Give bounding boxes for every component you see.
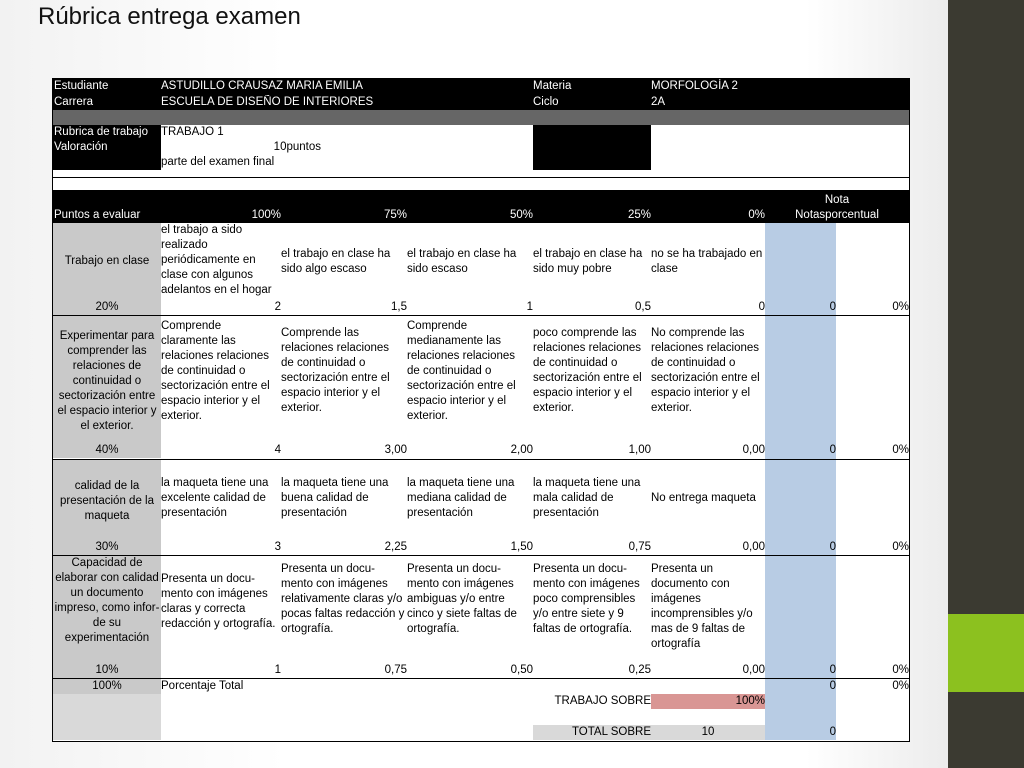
criterion-1-nota: 0 <box>829 301 836 313</box>
criterion-3-score-0: 0,00 <box>742 541 765 553</box>
criterion-4-score-75: 0,75 <box>384 664 407 676</box>
criterion-2-pct: 0% <box>892 444 909 456</box>
criterion-4-pct: 0% <box>892 664 909 676</box>
total-sobre-label: TOTAL SOBRE <box>533 725 651 740</box>
col-puntos: Puntos a evaluar <box>54 209 141 221</box>
trabajo-sobre-value: 100% <box>651 694 765 709</box>
slide-title: Rúbrica entrega examen <box>38 3 301 30</box>
criterion-2-weight: 40% <box>53 443 161 458</box>
criterion-1-desc-0: no se ha trabajado en clase <box>651 247 763 275</box>
criterion-1-score-0: 0 <box>758 301 765 313</box>
total-weight: 100% <box>53 679 161 694</box>
criterion-4-nota: 0 <box>829 664 836 676</box>
rubrica-value: TRABAJO 1 <box>161 126 224 138</box>
col-50: 50% <box>509 209 533 221</box>
total-pct: 0% <box>892 680 909 692</box>
criterion-3-desc-100: la maqueta tiene una excelente calidad de presentación <box>161 477 269 519</box>
col-100: 100% <box>251 209 281 221</box>
criterion-4-desc-25: Presenta un docu-mento con imágenes poco comprensibles y/o entre siete y 9 faltas de ortografía. <box>533 563 640 635</box>
criterion-3-weight: 30% <box>53 540 161 555</box>
criterion-4-score-25: 0,25 <box>628 664 651 676</box>
estudiante-value: ASTUDILLO CRAUSAZ MARIA EMILIA <box>161 79 533 95</box>
criterion-2-name: Experimentar para comprender las relaciones de continuidad o sectorización entre el espacio interior y el exterior. <box>53 316 161 446</box>
criterion-2-desc-100: Comprende claramente las relaciones relaciones de continuidad o sectorización entre el espacio interior y el exterior. <box>161 320 270 422</box>
trabajo-sobre-label: TRABAJO SOBRE <box>554 695 651 707</box>
valoracion-value: 10puntos <box>273 141 321 153</box>
criterion-4-score-100: 1 <box>274 664 281 676</box>
side-bar-accent <box>948 614 1024 692</box>
criterion-1-score-25: 0,5 <box>635 301 651 313</box>
col-nota: Nota <box>824 194 850 206</box>
total-sobre-nota: 0 <box>829 726 836 738</box>
ciclo-value: 2A <box>651 95 909 110</box>
criterion-2-score-100: 4 <box>274 444 281 456</box>
valoracion-label: Valoración <box>53 140 161 155</box>
rubrica-black-cell <box>533 125 651 140</box>
criterion-4-desc-0: Presenta un documento con imágenes incomprensibles y/o mas de 9 faltas de ortografía <box>651 563 753 650</box>
criterion-3-nota: 0 <box>829 541 836 553</box>
criterion-2-score-50: 2,00 <box>510 444 533 456</box>
criterion-4-desc-50: Presenta un docu-mento con imágenes ambiguas y/o entre cinco y siete faltas de ortografía. <box>407 563 517 635</box>
criterion-3-score-50: 1,50 <box>510 541 533 553</box>
estudiante-label: Estudiante <box>53 79 161 95</box>
col-75: 75% <box>383 209 407 221</box>
criterion-3-desc-0: No entrega maqueta <box>651 492 756 504</box>
col-0: 0% <box>748 209 765 221</box>
row-divider-3 <box>53 555 909 556</box>
criterion-4-weight: 10% <box>53 663 161 678</box>
criterion-1-weight: 20% <box>53 300 161 315</box>
criterion-3-score-25: 0,75 <box>628 541 651 553</box>
criterion-1-desc-100: el trabajo a sido realizado periódicamente en clase con algunos adelantos en el hogar <box>161 224 272 296</box>
criterion-3-desc-25: la maqueta tiene una mala calidad de presentación <box>533 477 641 519</box>
criterion-2-desc-25: poco comprende las relaciones relaciones de continuidad o sectorización entre el espacio interior y el exterior. <box>533 327 642 414</box>
criterion-4-desc-75: Presenta un docu-mento con imágenes relativamente claras y/o pocas faltas redacción y ortografía. <box>281 563 405 635</box>
criterion-4-score-50: 0,50 <box>510 664 533 676</box>
valoracion-black-cell <box>533 140 651 155</box>
criterion-1-score-75: 1,5 <box>391 301 407 313</box>
criterion-3-desc-75: la maqueta tiene una buena calidad de presentación <box>281 477 389 519</box>
criterion-4-score-0: 0,00 <box>742 664 765 676</box>
carrera-value: ESCUELA DE DISEÑO DE INTERIORES <box>161 95 533 110</box>
total-gray-block <box>53 694 161 740</box>
total-nota: 0 <box>829 680 836 692</box>
criterion-3-score-75: 2,25 <box>384 541 407 553</box>
criterion-4-desc-100: Presenta un docu-mento con imágenes claras y correcta redacción y ortografía. <box>161 573 276 630</box>
ciclo-label: Ciclo <box>533 95 651 110</box>
criterion-2-desc-50: Comprende medianamente las relaciones relaciones de continuidad o sectorización entre el espacio interior y el exterior. <box>407 320 516 422</box>
criterion-2-desc-0: No comprende las relaciones relaciones de continuidad o sectorización entre el espacio interior y el exterior. <box>651 327 760 414</box>
materia-value: MORFOLOGÍA 2 <box>651 79 909 95</box>
criterion-3-pct: 0% <box>892 541 909 553</box>
col-25: 25% <box>627 209 651 221</box>
criterion-1-score-50: 1 <box>526 301 533 313</box>
total-sobre-value: 10 <box>651 725 765 740</box>
criterion-2-score-0: 0,00 <box>742 444 765 456</box>
criterion-3-score-100: 3 <box>274 541 281 553</box>
materia-label: Materia <box>533 79 651 95</box>
criterion-4-name: Capacidad de elaborar con calidad un documento impreso, como infor- de su experimentación <box>53 556 161 663</box>
separator-bar <box>53 110 909 125</box>
criterion-1-score-100: 2 <box>274 301 281 313</box>
header-divider <box>53 177 909 178</box>
criterion-1-name: Trabajo en clase <box>53 223 161 300</box>
criterion-1-desc-25: el trabajo en clase ha sido muy pobre <box>533 247 643 275</box>
criterion-3-desc-50: la maqueta tiene una mediana calidad de presentación <box>407 477 515 519</box>
parte-text: parte del examen final <box>161 156 275 168</box>
criterion-2-nota: 0 <box>829 444 836 456</box>
criterion-2-score-75: 3,00 <box>384 444 407 456</box>
criterion-2-desc-75: Comprende las relaciones relaciones de continuidad o sectorización entre el espacio interior y el exterior. <box>281 327 390 414</box>
parte-black-cell <box>53 155 161 170</box>
criterion-1-desc-75: el trabajo en clase ha sido algo escaso <box>281 247 391 275</box>
rubric-table <box>52 78 910 742</box>
criterion-2-score-25: 1,00 <box>628 444 651 456</box>
row-divider-2 <box>53 459 909 460</box>
criterion-1-pct: 0% <box>892 301 909 313</box>
carrera-label: Carrera <box>53 95 161 110</box>
col-notasporcentual: Notasporcentual <box>795 209 879 221</box>
rubrica-label: Rubrica de trabajo <box>53 125 161 140</box>
criterion-3-name: calidad de la presentación de la maqueta <box>53 460 161 542</box>
parte-black-cell-2 <box>533 155 651 170</box>
row-divider-1 <box>53 315 909 316</box>
total-label: Porcentaje Total <box>161 680 244 692</box>
criterion-1-desc-50: el trabajo en clase ha sido escaso <box>407 247 517 275</box>
